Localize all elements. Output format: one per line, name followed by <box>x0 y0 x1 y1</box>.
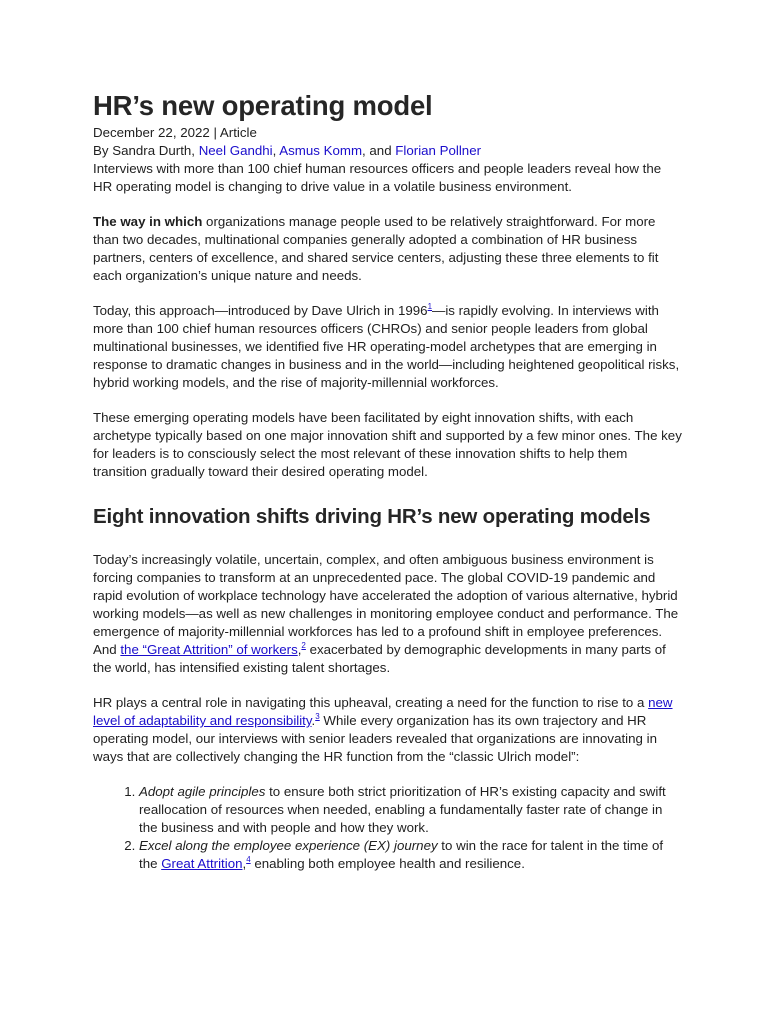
article-meta <box>93 124 683 142</box>
article-date: December 22, 2022 <box>93 125 210 140</box>
punctuation: . <box>311 713 316 728</box>
adaptability-responsibility-link[interactable]: new level of adaptability and responsibility <box>93 695 673 728</box>
intro-paragraph-3: These emerging operating models have been facilitated by eight innovation shifts, with each archetype typically based on one major innovation shift and supported by a few minor ones. The key for leaders is to consciously select the most relevant of these innovation shifts to help them transition gradually toward their desired operating model. <box>93 410 682 479</box>
section-heading: Eight innovation shifts driving HR’s new operating models <box>93 505 651 528</box>
footnote-link-1[interactable]: 1 <box>427 302 433 311</box>
shift-title: Adopt agile principles <box>139 784 266 799</box>
footnote-link-2[interactable]: 2 <box>301 641 306 650</box>
article-body <box>93 88 683 873</box>
punctuation: , <box>242 856 247 871</box>
paragraph-text: organizations manage people used to be relatively straightforward. For more than two decades, multinational companies generally adopted a combination of HR business partners, centers of excellence, and shared service centers, adjusting these three elements to fit each organization’s unique nature and needs. <box>93 214 659 283</box>
author-link-florian-pollner[interactable]: Florian Pollner <box>395 143 482 158</box>
article-summary: Interviews with more than 100 chief human resources officers and people leaders reveal how the HR operating model is changing to drive value in a volatile business environment. <box>93 161 662 194</box>
punctuation: , <box>297 642 302 657</box>
innovation-shifts-list <box>93 783 683 873</box>
author-link-asmus-komm[interactable]: Asmus Komm <box>279 143 363 158</box>
list-item <box>139 783 683 837</box>
shift-description: to ensure both strict prioritization of HR’s existing capacity and swift reallocation of resources when needed, enabling a fundamentally faster rate of change in the business and with people and how they work. <box>139 784 666 835</box>
byline-separator: , and <box>362 143 396 158</box>
paragraph-text: Today, this approach—introduced by Dave Ulrich in 1996 <box>93 303 428 318</box>
paragraph-text: HR plays a central role in navigating this upheaval, creating a need for the function to rise to a <box>93 695 649 710</box>
great-attrition-workers-link[interactable]: the “Great Attrition” of workers <box>120 642 298 657</box>
paragraph-text: While every organization has its own trajectory and HR operating model, our interviews with senior leaders revealed that organizations are innovating in ways that are collectively changing the HR function from the “classic Ulrich model”: <box>93 713 657 764</box>
article-title: HR’s new operating model <box>93 90 433 121</box>
lead-in-bold: The way in which <box>93 214 203 229</box>
shift-description: to win the race for talent in the time of the <box>139 838 664 871</box>
author-link-neel-gandhi[interactable]: Neel Gandhi <box>198 143 273 158</box>
shift-description: enabling both employee health and resilience. <box>250 856 525 871</box>
paragraph-text: —is rapidly evolving. In interviews with more than 100 chief human resources officers (CHROs) and senior people leaders from global multinational businesses, we identified five HR operating-model archetypes that are emerging in response to dramatic changes in business and in the world—including heightened geopolitical risks, hybrid working models, and the rise of majority-millennial workforces. <box>93 303 680 390</box>
article-type: Article <box>219 125 257 140</box>
paragraph-text: Today’s increasingly volatile, uncertain, complex, and often ambiguous business environment is forcing companies to transform at an unprecedented pace. The global COVID-19 pandemic and rapid evolution of workplace technology have accelerated the adoption of various alternative, hybrid working models—as well as new challenges in monitoring employee conduct and performance. The emergence of majority-millennial workforces has led to a profound shift in employee preferences. And <box>93 552 679 657</box>
paragraph-text: exacerbated by demographic developments in many parts of the world, has intensified existing talent shortages. <box>93 642 666 675</box>
list-item <box>139 837 683 873</box>
intro-paragraph-1 <box>93 213 683 285</box>
byline-separator: , <box>272 143 280 158</box>
byline-prefix: By Sandra Durth, <box>93 143 199 158</box>
section-paragraph-2 <box>93 694 683 766</box>
section-paragraph-1 <box>93 551 683 677</box>
great-attrition-link[interactable]: Great Attrition <box>161 856 243 871</box>
footnote-link-4[interactable]: 4 <box>246 855 251 864</box>
footnote-link-3[interactable]: 3 <box>315 712 320 721</box>
meta-separator: | <box>209 125 220 140</box>
byline <box>93 142 683 160</box>
intro-paragraph-2 <box>93 302 683 392</box>
shift-title: Excel along the employee experience (EX) journey <box>139 838 438 853</box>
